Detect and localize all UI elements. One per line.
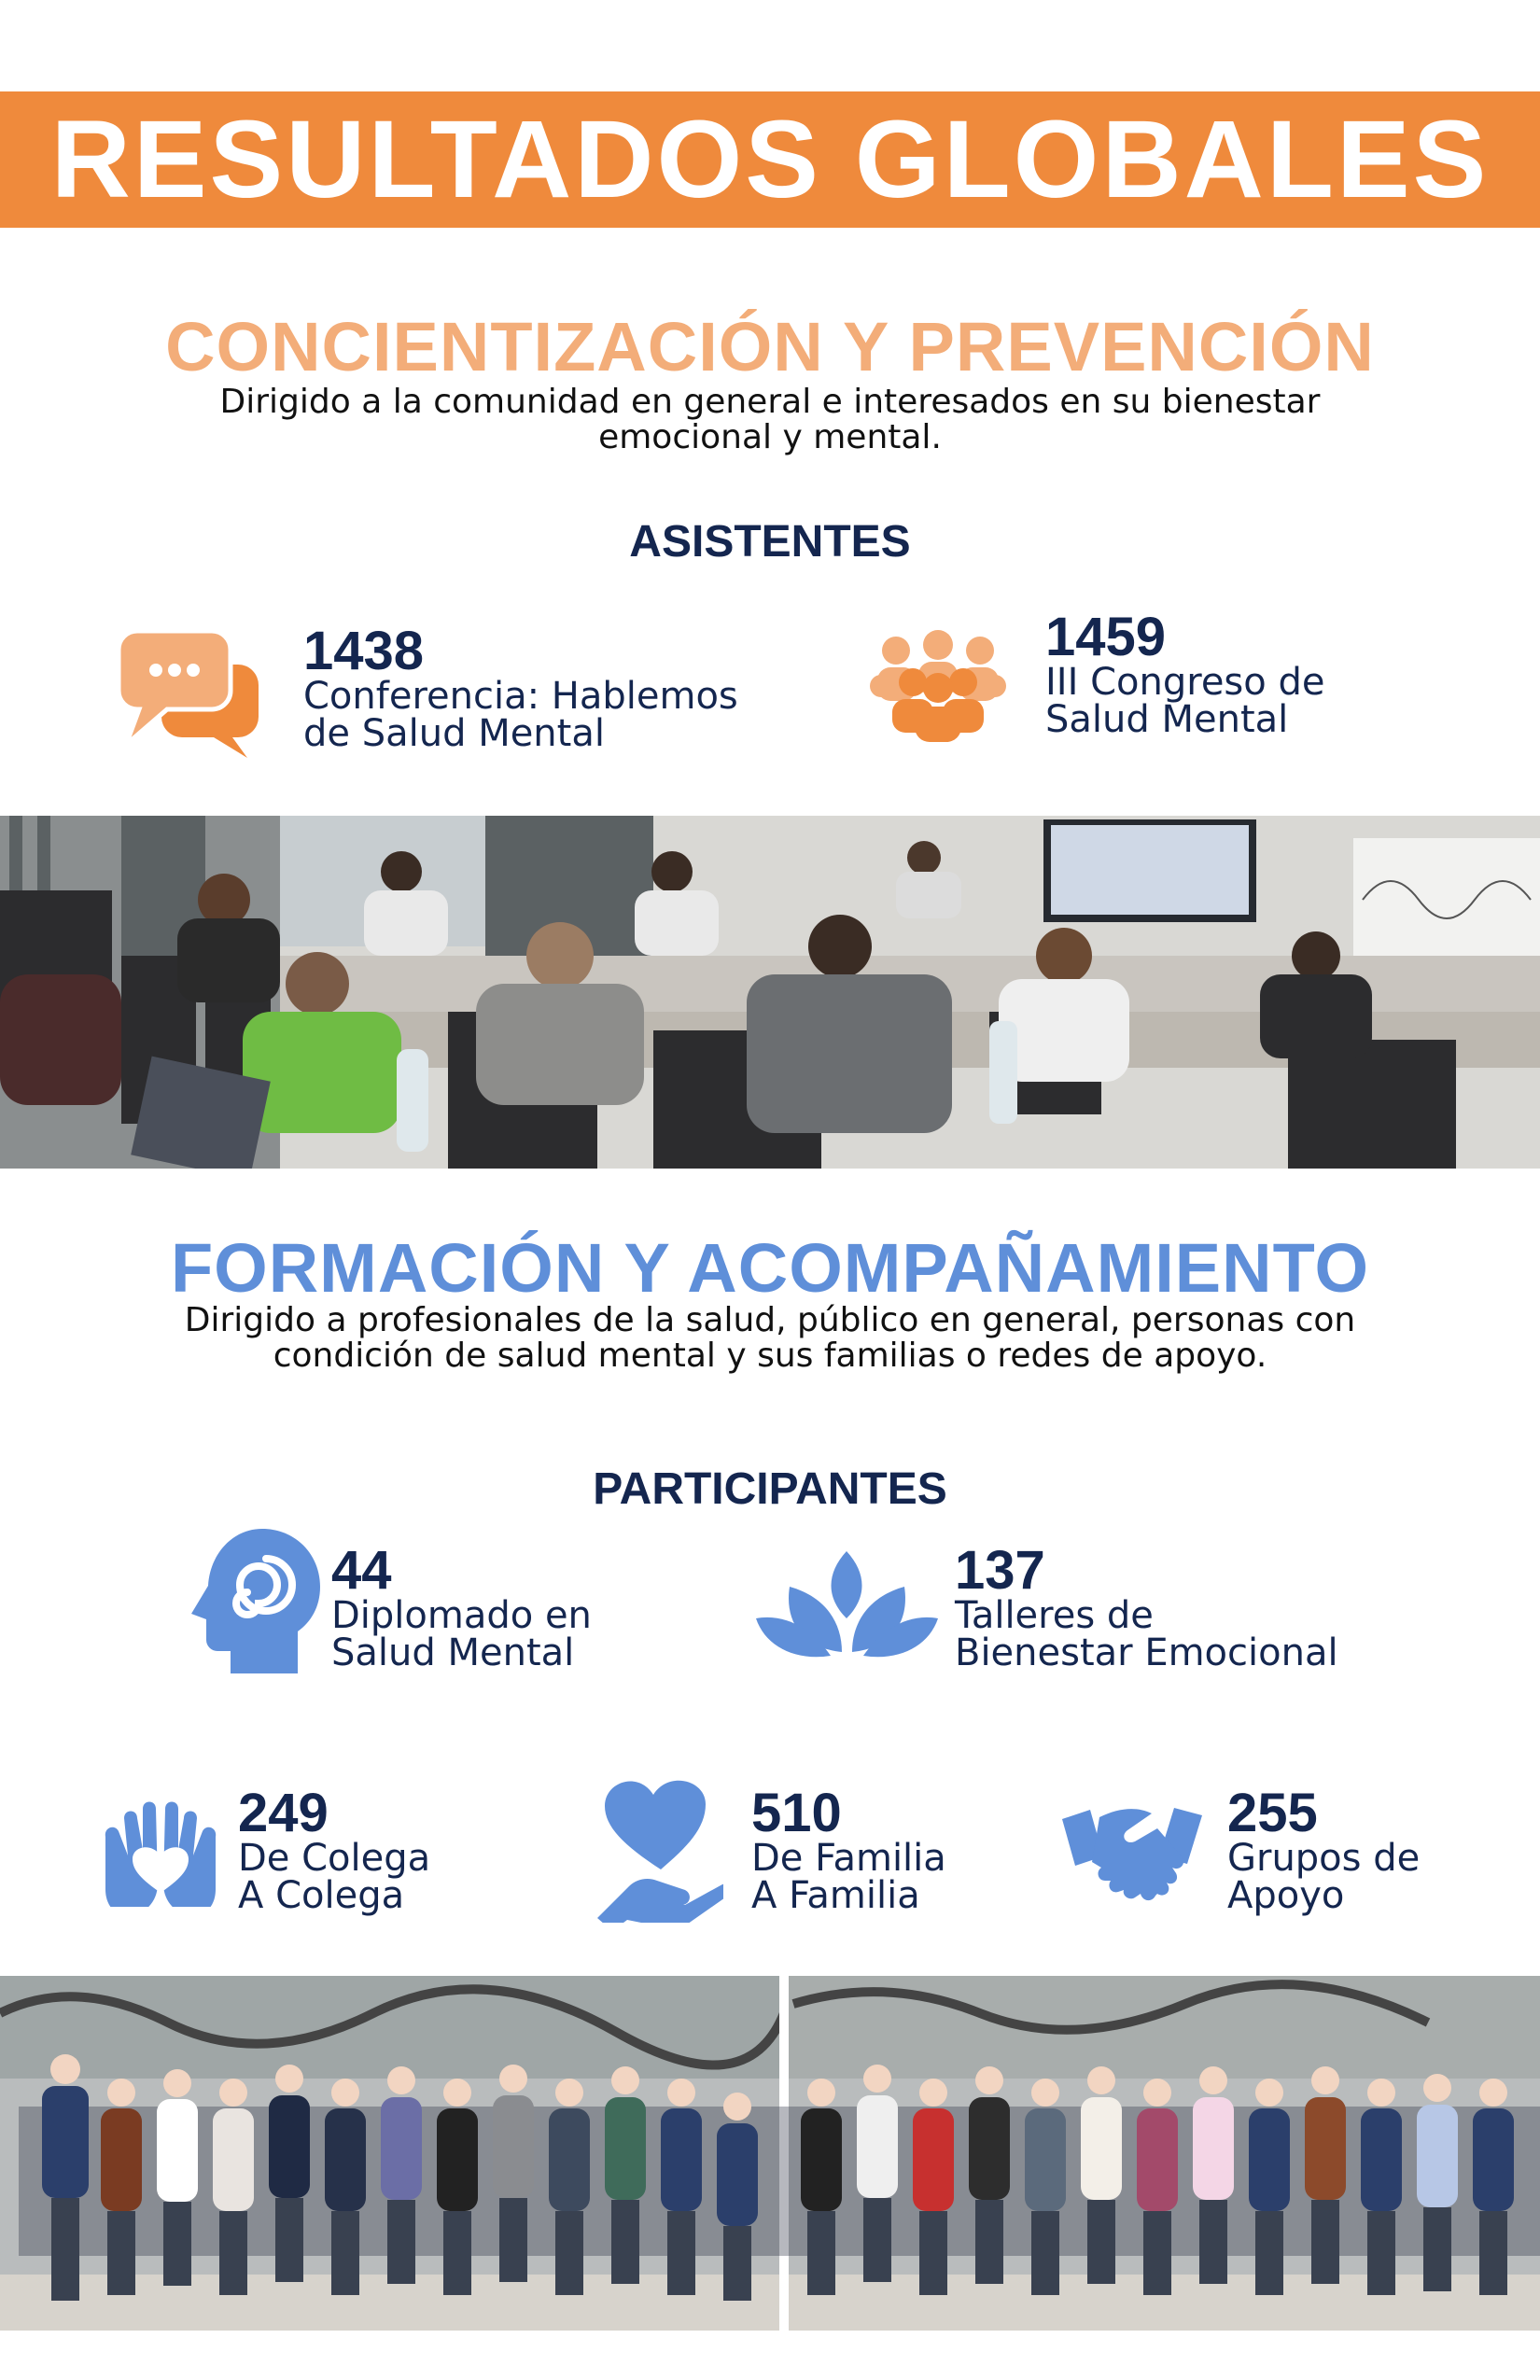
stat-congress [1045,607,1325,741]
stat-label-line1: III Congreso de [1045,661,1325,704]
group-photos [0,1976,1540,2331]
stat-support-groups [1227,1783,1421,1917]
stat-number: 249 [238,1783,329,1843]
stat-label-line2: A Colega [238,1874,405,1917]
stat-number: 1438 [303,621,425,681]
head-spiral-icon [189,1529,320,1673]
hands-heart-icon [100,1799,221,1907]
stat-label-line1: Talleres de [955,1594,1154,1637]
lotus-icon [756,1551,938,1659]
section-subtitle-training-line2: condición de salud mental y sus familias o redes de apoyo. [273,1337,1267,1375]
stat-label-line2: A Familia [751,1874,920,1917]
stat-colleague [238,1783,431,1917]
section-subtitle-training-line1: Dirigido a profesionales de la salud, público en general, personas con [184,1301,1356,1339]
stat-diploma [331,1540,592,1674]
stat-label-line1: De Colega [238,1837,431,1880]
section-subtitle-awareness-line2: emocional y mental. [598,418,942,456]
stat-number: 137 [955,1540,1045,1601]
stat-number: 44 [331,1540,392,1601]
stat-number: 1459 [1045,607,1167,667]
attendees-label: ASISTENTES [629,517,911,567]
participants-label: PARTICIPANTES [593,1464,947,1514]
hand-heart-icon [597,1778,723,1923]
conference-room-photo [0,816,1540,1169]
stat-label-line2: Bienestar Emocional [955,1631,1338,1674]
stat-label-line1: Conferencia: Hablemos [303,675,738,718]
stat-label-line1: De Familia [751,1837,946,1880]
stat-family [751,1783,946,1917]
stat-label-line2: Salud Mental [331,1631,575,1674]
stat-label-line2: Apoyo [1227,1874,1345,1917]
stat-number: 510 [751,1783,842,1843]
header-banner [0,91,1540,228]
stat-workshops [955,1540,1338,1674]
stat-conference [303,621,738,755]
stat-label-line1: Grupos de [1227,1837,1421,1880]
section-title-awareness: CONCIENTIZACIÓN Y PREVENCIÓN [165,308,1375,385]
stat-label-line2: Salud Mental [1045,698,1289,741]
section-subtitle-awareness-line1: Dirigido a la comunidad en general e interesados en su bienestar [219,383,1321,421]
stat-label-line1: Diplomado en [331,1594,592,1637]
page-title: RESULTADOS GLOBALES [50,98,1490,221]
stat-label-line2: de Salud Mental [303,712,605,755]
stat-number: 255 [1227,1783,1318,1843]
section-title-training: FORMACIÓN Y ACOMPAÑAMIENTO [170,1229,1370,1307]
crowd-icon [868,630,1008,742]
handshake-icon [1062,1797,1202,1909]
chat-bubbles-icon [117,627,266,758]
